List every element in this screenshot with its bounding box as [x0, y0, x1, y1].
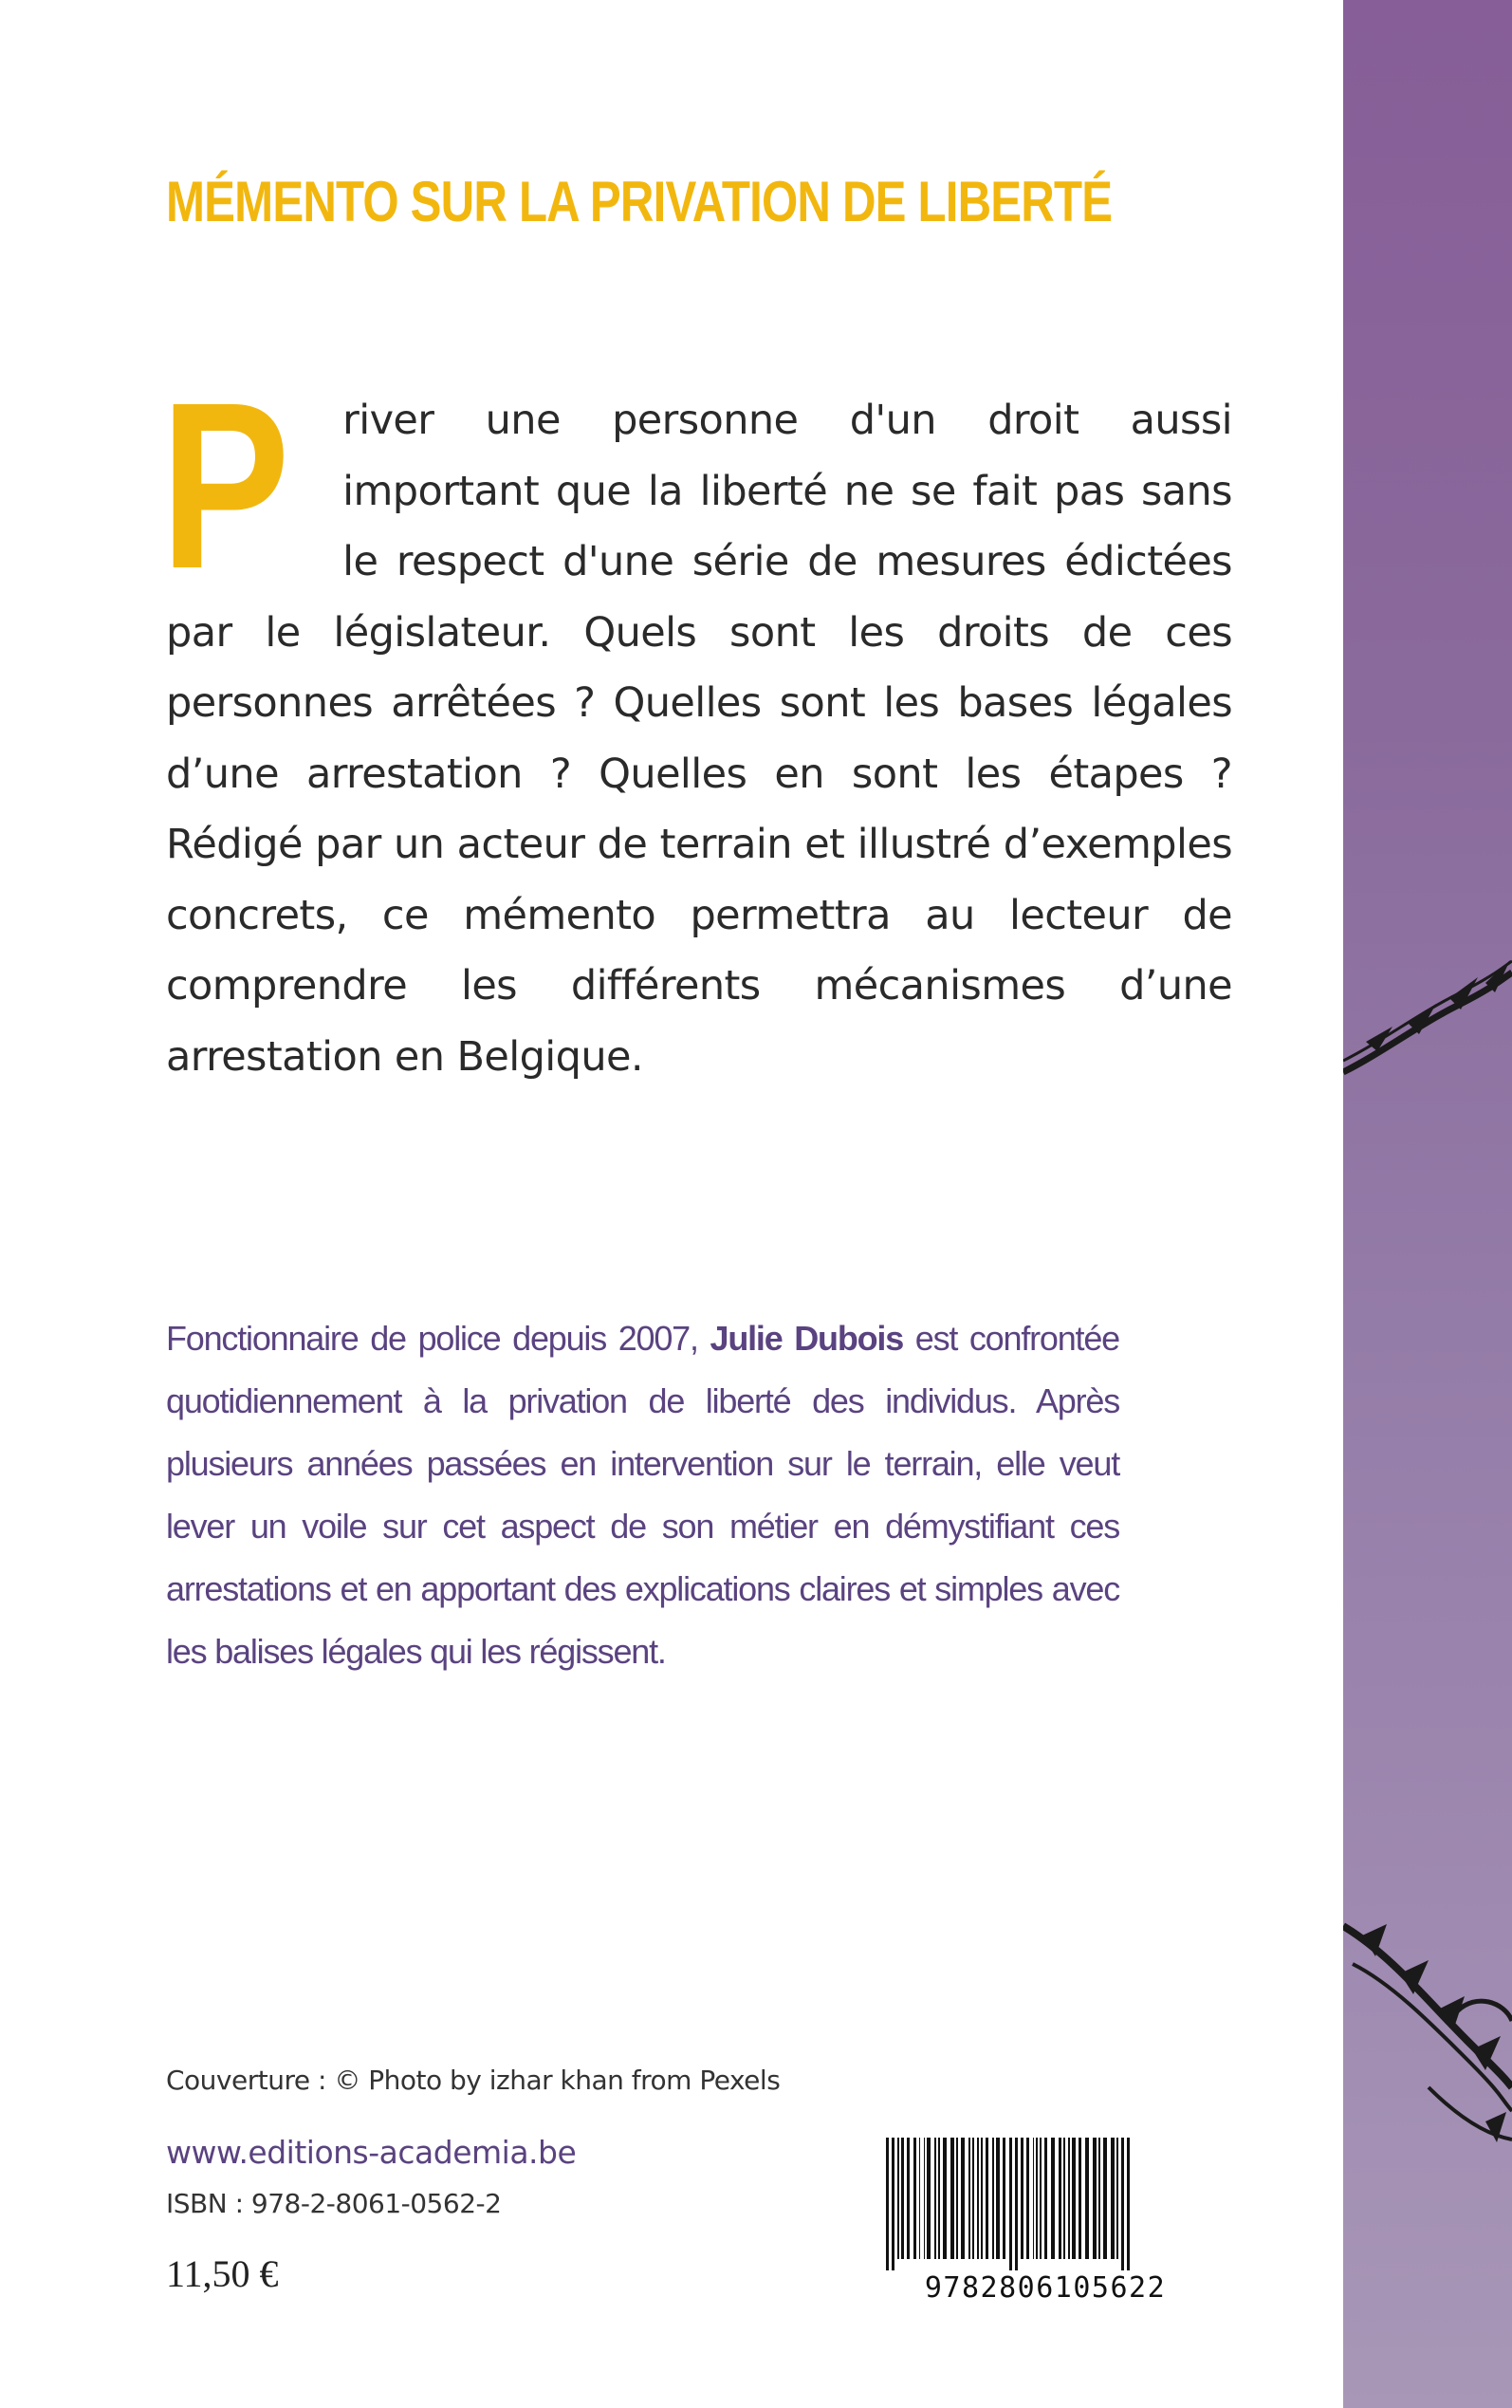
isbn: ISBN : 978-2-8061-0562-2 — [166, 2188, 502, 2219]
drop-cap: P — [160, 353, 290, 618]
summary-text: river une personne d'un droit aussi important que la liberté ne se fait pas sans le respect d'une série de mesures édictées par le législateur. Quels sont les droits de ces personnes arrêtées ? Quelles sont les bases légales d’une arrestation ? Quelles en sont les étapes ? Rédigé par un acteur de terrain et illustré d’exemples concrets, ce mémento permettra au lecteur de comprendre les différents mécanismes d’une arrestation en Belgique. — [166, 397, 1232, 1081]
cover-photo-strip — [1343, 0, 1512, 2408]
bio-text: est confrontée quotidiennement à la privation de liberté des individus. Après plusieurs années passées en intervention sur le terrain, elle veut lever un voile sur cet aspect de son métier en démystifiant ces arrestations et en apportant des explications claires et simples avec les balises légales qui les régissent. — [166, 1319, 1119, 1671]
author-name: Julie Dubois — [710, 1319, 904, 1358]
book-title: MÉMENTO SUR LA PRIVATION DE LIBERTÉ — [166, 170, 1113, 233]
barbed-wire-icon — [1343, 0, 1512, 2408]
barcode-number: 9782806105622 — [924, 2271, 1167, 2305]
barcode-icon — [875, 2134, 1216, 2305]
price: 11,50 € — [166, 2252, 279, 2295]
bio-intro: Fonctionnaire de police depuis 2007, — [166, 1319, 710, 1358]
summary-paragraph — [160, 353, 1232, 1092]
author-bio — [166, 1307, 1119, 1683]
photo-credit: Couverture : © Photo by izhar khan from Pexels — [166, 2065, 781, 2096]
publisher-website[interactable]: www.editions-academia.be — [166, 2134, 577, 2171]
